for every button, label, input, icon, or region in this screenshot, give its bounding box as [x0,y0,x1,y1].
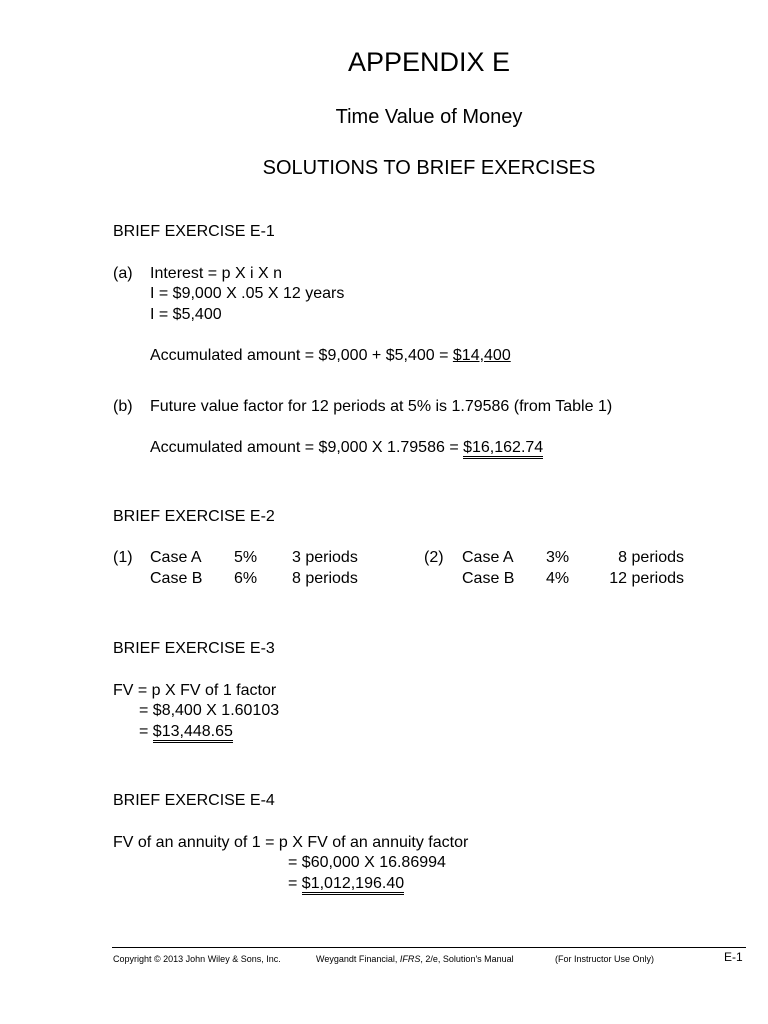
e2-2-case-a: Case A [462,549,514,566]
footer-copyright: Copyright © 2013 John Wiley & Sons, Inc. [113,954,281,964]
e3-answer: $13,448.65 [153,723,233,743]
e2-1-case-a-rate: 5% [234,549,258,566]
e2-1-case-b: Case B [150,570,203,587]
part-a-marker: (a) [113,265,133,282]
e2-2-case-a-periods: 8 periods [618,549,684,566]
page-number: E-1 [724,950,743,964]
footer-rule [112,947,746,948]
e3-equals: = [139,723,153,740]
e1-a-accumulated-text: Accumulated amount = $9,000 + $5,400 = [150,347,453,364]
e2-1-case-a: Case A [150,549,202,566]
e1-a-answer: $14,400 [452,347,511,364]
e2-2-case-b-rate: 4% [546,570,570,587]
e2-1-case-b-periods: 8 periods [292,570,358,587]
e2-1-case-a-periods: 3 periods [292,549,358,566]
e2-2-case-b-periods: 12 periods [609,570,684,587]
e4-line3 [288,874,404,894]
page-subtitle: Time Value of Money [335,106,523,128]
exercise-e1-heading: BRIEF EXERCISE E-1 [113,223,275,240]
e1-b-answer: $16,162.74 [463,439,543,459]
e1-a-line1: Interest = p X i X n [150,265,283,282]
part-1-marker: (1) [113,549,133,566]
e1-a-line2: I = $9,000 X .05 X 12 years [150,285,345,302]
section-title: SOLUTIONS TO BRIEF EXERCISES [262,157,596,179]
footer-note: (For Instructor Use Only) [555,954,655,964]
exercise-e3-heading: BRIEF EXERCISE E-3 [113,640,275,657]
exercise-e4-heading: BRIEF EXERCISE E-4 [113,792,275,809]
e4-line1: FV of an annuity of 1 = p X FV of an annuity factor [113,834,469,851]
footer-book-prefix: Weygandt Financial, [316,954,400,964]
footer-book-suffix: , 2/e, Solution's Manual [420,954,514,964]
part-2-marker: (2) [424,549,444,566]
e1-a-accumulated [150,346,511,366]
appendix-title: APPENDIX E [347,47,511,77]
e3-line2: = $8,400 X 1.60103 [139,702,280,719]
e2-2-case-a-rate: 3% [546,549,570,566]
part-b-marker: (b) [113,398,133,415]
e1-b-accumulated [150,438,543,458]
e1-a-line3: I = $5,400 [150,306,222,323]
e4-answer: $1,012,196.40 [302,875,404,895]
e4-equals: = [288,875,302,892]
e1-b-accumulated-text: Accumulated amount = $9,000 X 1.79586 = [150,439,464,456]
footer-book-italic: IFRS [399,954,421,964]
exercise-e2-heading: BRIEF EXERCISE E-2 [113,508,275,525]
e4-line2: = $60,000 X 16.86994 [288,854,446,871]
e3-line1: FV = p X FV of 1 factor [113,682,277,699]
e2-2-case-b: Case B [462,570,515,587]
e1-b-line1: Future value factor for 12 periods at 5% is 1.79586 (from Table 1) [150,398,613,415]
footer-book-title [316,954,514,965]
e2-1-case-b-rate: 6% [234,570,258,587]
e3-line3 [139,722,233,742]
